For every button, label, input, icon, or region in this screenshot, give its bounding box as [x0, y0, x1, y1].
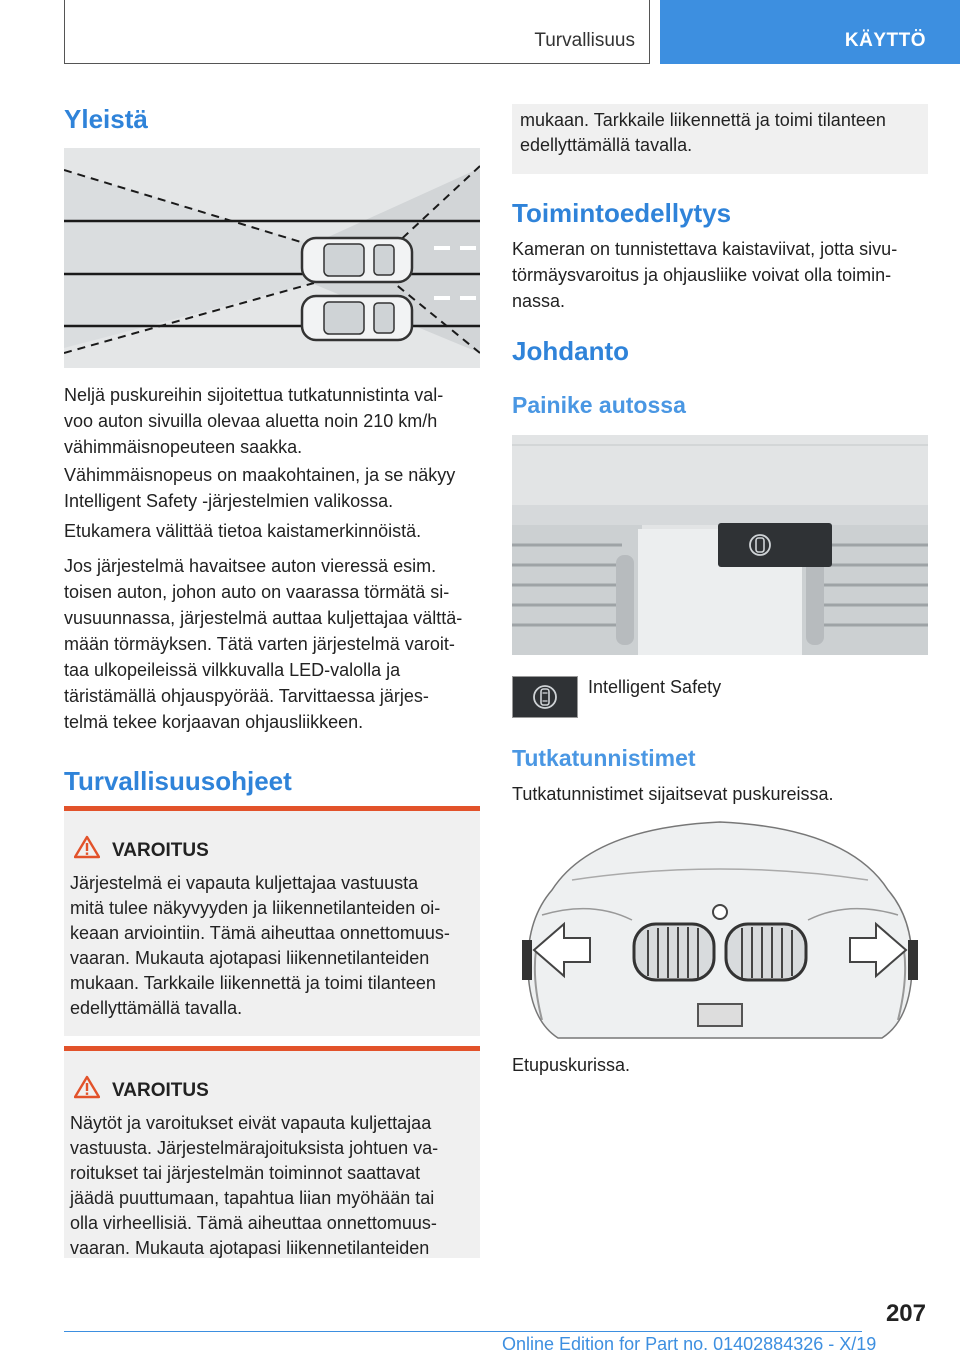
intelligent-safety-icon — [513, 677, 577, 717]
caption-front-bumper: Etupuskurissa. — [512, 1055, 631, 1075]
paragraph-sensors-location: Tutkatunnistimet sijaitsevat puskureissa. — [512, 784, 834, 804]
header-chapter-tab — [660, 0, 960, 64]
intelligent-safety-button[interactable] — [512, 676, 578, 718]
footer-edition[interactable]: Online Edition for Part no. 01402884326 - X/19 — [502, 1334, 877, 1354]
paragraph-min-speed: Vähimmäisnopeus on maakohtainen, ja se näkyy Intelligent Safety -järjestelmien valikossa. — [64, 465, 456, 511]
warning-triangle-icon — [74, 1075, 100, 1099]
header-section-title: Turvallisuus — [534, 30, 635, 51]
dashboard-illustration — [512, 435, 928, 655]
dashboard-button-figure — [512, 435, 928, 655]
warning-box — [64, 1046, 480, 1258]
footer-divider — [64, 1331, 862, 1332]
paragraph-requirements: Kameran on tunnistettava kaistaviivat, jotta sivu- törmäysvaroitus ja ohjausliike voivat olla toimin- nassa. — [512, 239, 898, 311]
car-top-icon — [302, 296, 412, 340]
warning-text: Järjestelmä ei vapauta kuljettajaa vastuusta mitä tulee näkyvyyden ja liikennetilanteiden oi- keaan arviointiin. Tämä aiheuttaa onnettomuus- vaaran. Mukauta ajotapasi liikennetilanteiden mukaan. Tarkkaile liikennettä ja toimi tilanteen edellyttämällä tavalla. — [70, 873, 450, 1018]
lane-diagram-figure — [64, 148, 480, 368]
heading-general: Yleistä — [64, 104, 148, 134]
heading-safety-instructions: Turvallisuusohjeet — [64, 766, 292, 796]
paragraph-radar-range: Neljä puskureihin sijoitettua tutkatunnistinta val- voo auton sivuilla olevaa aluetta noin 210 km/h vähimmäisnopeuteen saakka. — [64, 385, 444, 457]
subheading-radar-sensors: Tutkatunnistimet — [512, 745, 696, 771]
warning-triangle-icon — [74, 835, 100, 859]
car-front-illustration — [512, 820, 928, 1042]
header-chapter-title: KÄYTTÖ — [844, 30, 926, 51]
paragraph-collision-help: Jos järjestelmä havaitsee auton vieressä esim. toisen auton, johon auto on vaarassa törmätä si- vusuunnassa, järjestelmä auttaa kuljettajaa välttä- mään törmäyksen. Tätä varten järjestelmä varoit- taa ulkopeileissä vilkkuvalla LED-valolla ja täristämällä ohjauspyörää. Tarvittaessa järjes- telmä tekee korjaavan ohjausliikkeen. — [64, 556, 463, 732]
warning-title: VAROITUS — [112, 840, 209, 861]
button-label: Intelligent Safety — [588, 677, 722, 697]
warning-text: Näytöt ja varoitukset eivät vapauta kuljettajaa vastuusta. Järjestelmärajoituksista johtuen va- roitukset tai järjestelmän toiminnot saattavat jäädä puuttumaan, tapahtua liian myöhään tai olla virheellisiä. Tämä aiheuttaa onnettomuus- vaaran. Mukauta ajotapasi liikennetilanteiden — [70, 1113, 439, 1258]
subheading-button-in-car: Painike autossa — [512, 392, 686, 418]
warning-title: VAROITUS — [112, 1080, 209, 1101]
heading-introduction: Johdanto — [512, 336, 629, 366]
header-section-tab — [64, 0, 650, 64]
heading-requirements: Toimintoedellytys — [512, 198, 732, 228]
warning-text-continued: mukaan. Tarkkaile liikennettä ja toimi tilanteen edellyttämällä tavalla. — [520, 110, 886, 155]
warning-box — [64, 806, 480, 1036]
lane-diagram — [64, 148, 480, 368]
paragraph-front-camera: Etukamera välittää tietoa kaistamerkinnöistä. — [64, 521, 422, 541]
page-number: 207 — [885, 1300, 926, 1327]
car-top-icon — [302, 238, 412, 282]
warning-box-continued — [512, 104, 928, 174]
car-front-figure — [512, 820, 928, 1042]
